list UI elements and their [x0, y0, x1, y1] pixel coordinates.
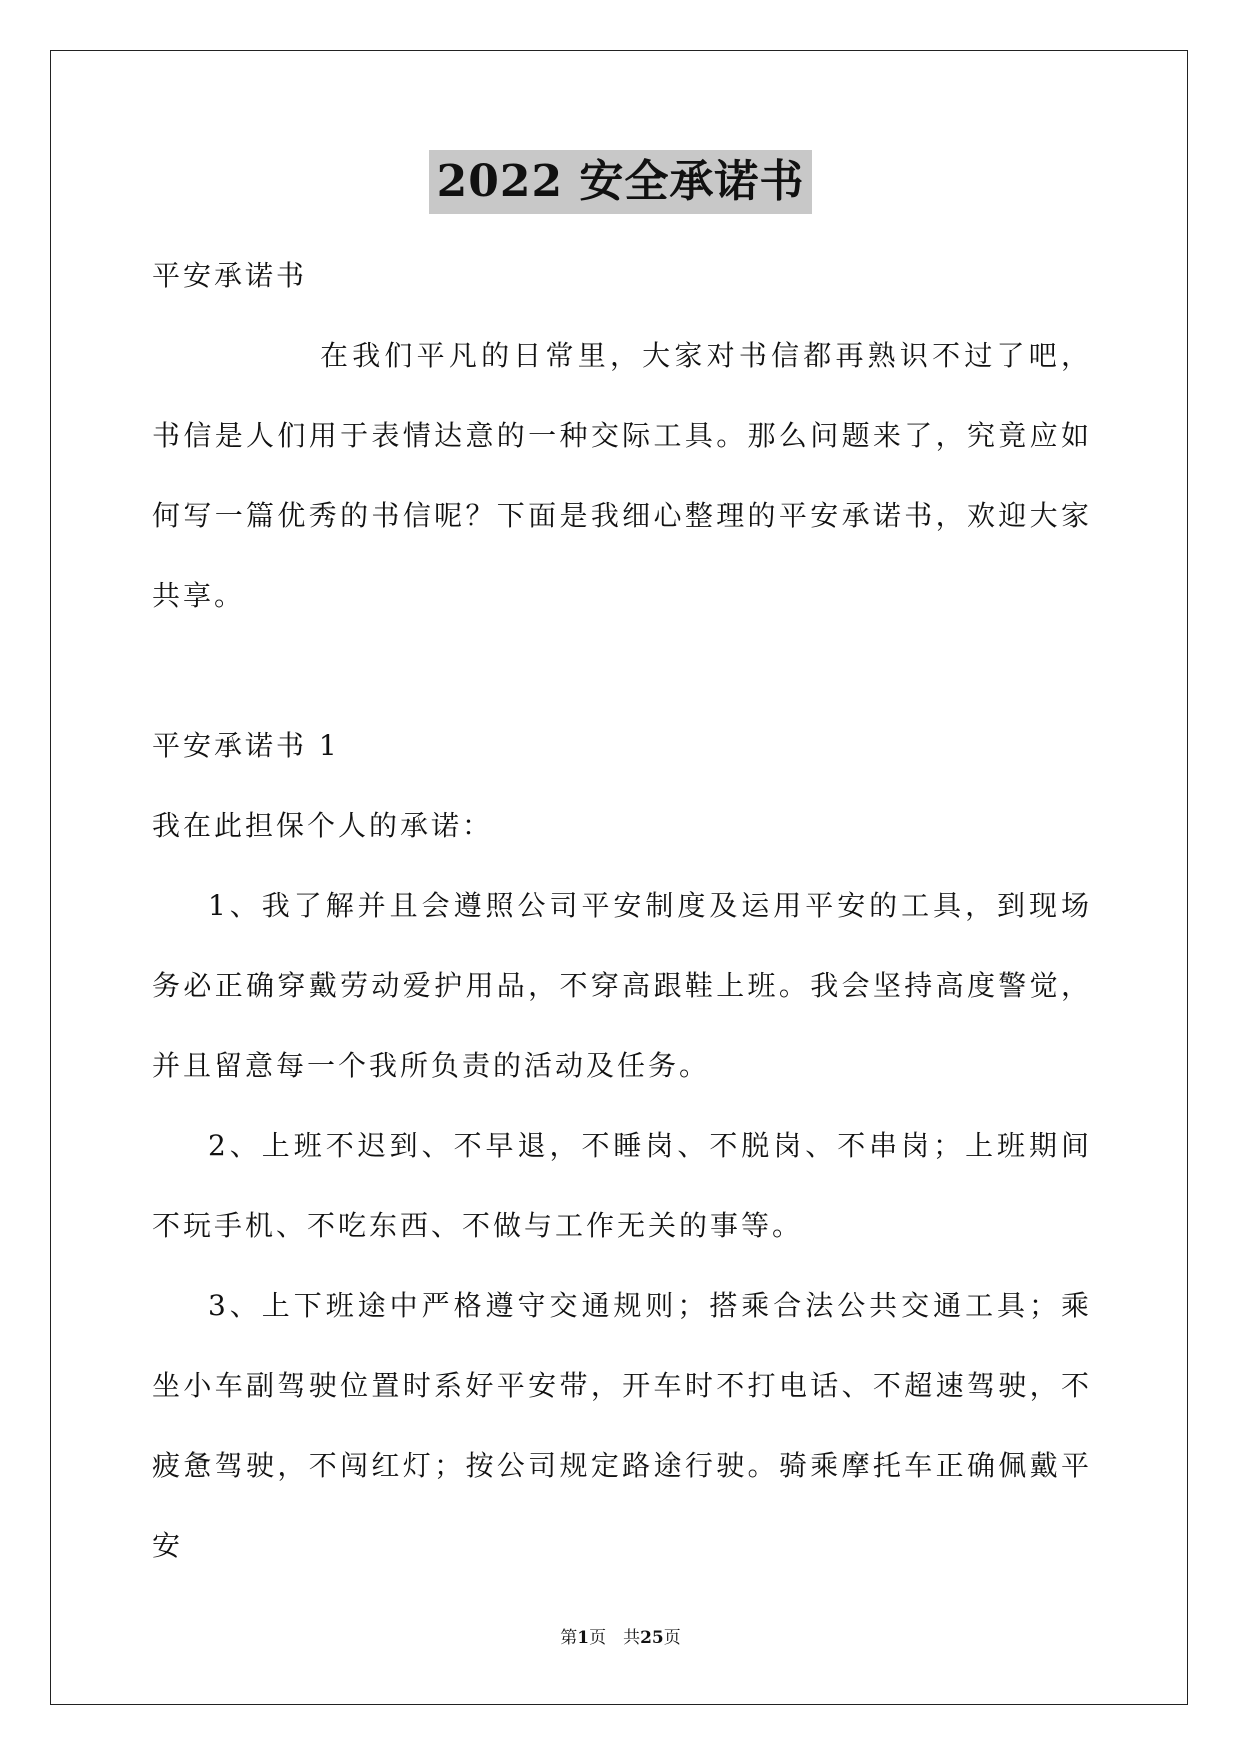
section-gap: [152, 636, 1092, 706]
intro-paragraph: 在我们平凡的日常里，大家对书信都再熟识不过了吧，书信是人们用于表情达意的一种交际工具。那么问题来了，究竟应如何写一篇优秀的书信呢？下面是我细心整理的平安承诺书，欢迎大家共享。: [152, 339, 1092, 612]
page-suffix: 页: [663, 1628, 681, 1648]
document-body: [152, 236, 1092, 1586]
page-current: 1: [577, 1628, 590, 1648]
page-footer: [0, 1626, 1241, 1650]
pledge-item-2: 2、上班不迟到、不早退，不睡岗、不脱岗、不串岗；上班期间不玩手机、不吃东西、不做与工作无关的事等。: [152, 1129, 1092, 1242]
page-mid: 页 共: [589, 1628, 641, 1648]
heading: 平安承诺书: [152, 259, 308, 292]
section-title: 平安承诺书 1: [152, 729, 340, 762]
document-title: 2022 安全承诺书: [429, 150, 813, 214]
pledge-item-3: 3、上下班途中严格遵守交通规则；搭乘合法公共交通工具；乘坐小车副驾驶位置时系好平安带，开车时不打电话、不超速驾驶，不疲惫驾驶，不闯红灯；按公司规定路途行驶。骑乘摩托车正确佩戴平安: [152, 1289, 1092, 1562]
pledge-item-1: 1、我了解并且会遵照公司平安制度及运用平安的工具，到现场务必正确穿戴劳动爱护用品，不穿高跟鞋上班。我会坚持高度警觉，并且留意每一个我所负责的活动及任务。: [152, 889, 1092, 1082]
page-total: 25: [640, 1628, 664, 1648]
title-container: [0, 150, 1241, 214]
page-prefix: 第: [560, 1628, 578, 1648]
pledge-intro: 我在此担保个人的承诺：: [152, 809, 494, 842]
